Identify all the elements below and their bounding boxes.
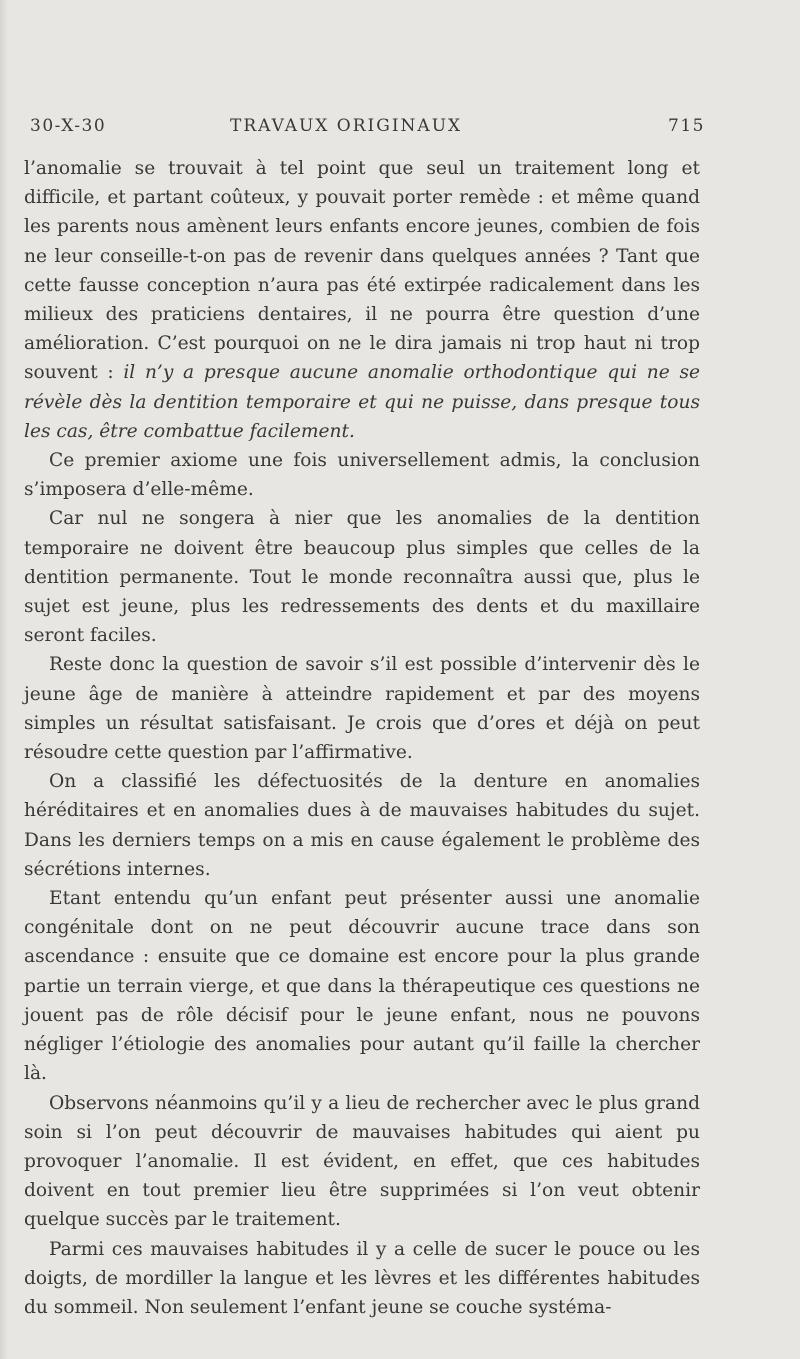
paragraph: Etant entendu qu’un enfant peut présenter aussi une anomalie congénitale dont on ne peut découvrir aucune trace dans son ascendance : ensuite que ce domaine est encore pour la plus grande partie un terrain vierge, et que dans la thérapeutique ces questions ne jouent pas de rôle décisif pour le jeune enfant, nous ne pouvons négliger l’étiologie des anomalies pour autant qu’il faille la chercher là.: [24, 888, 700, 1085]
header-date: 30-X-30: [30, 116, 107, 136]
running-header: [30, 116, 705, 140]
page-number: 715: [668, 116, 705, 136]
header-section-title: TRAVAUX ORIGINAUX: [230, 116, 463, 136]
paragraph-continued: [24, 154, 700, 446]
paragraph: Car nul ne songera à nier que les anomalies de la dentition temporaire ne doivent être beaucoup plus simples que celles de la dentition permanente. Tout le monde reconnaîtra aussi que, plus le sujet est jeune, plus les redressements des dents et du maxillaire seront faciles.: [24, 508, 700, 647]
article-body: [24, 154, 700, 1322]
paragraph: Parmi ces mauvaises habitudes il y a celle de sucer le pouce ou les doigts, de mordiller la langue et les lèvres et les différentes habitudes du sommeil. Non seulement l’enfant jeune se couche systéma-: [24, 1238, 700, 1318]
paragraph: Reste donc la question de savoir s’il est possible d’intervenir dès le jeune âge de manière à atteindre rapidement et par des moyens simples un résultat satisfaisant. Je crois que d’ores et déjà on peut résoudre cette question par l’affirmative.: [24, 654, 700, 764]
emphasized-axiom: il n’y a presque aucune anomalie orthodontique qui ne se révèle dès la dentition temporaire et qui ne puisse, dans presque tous les cas, être combattue facilement.: [24, 362, 700, 442]
paragraph: Ce premier axiome une fois universellement admis, la conclusion s’imposera d’elle-même.: [24, 450, 700, 501]
paragraph-text: l’anomalie se trouvait à tel point que seul un traitement long et difficile, et partant coûteux, y pouvait porter remède : et même quand les parents nous amènent leurs enfants encore jeunes, combien de fois ne leur conseille-t-on pas de revenir dans quelques années ? Tant que cette fausse conception n’aura pas été extirpée radicalement dans les milieux des praticiens dentaires, il ne pourra être question d’une amélioration. C’est pourquoi on ne le dira jamais ni trop haut ni trop souvent :: [24, 158, 700, 384]
paragraph: On a classifié les défectuosités de la denture en anomalies héréditaires et en anomalies dues à de mauvaises habitudes du sujet. Dans les derniers temps on a mis en cause également le problème des sécrétions internes.: [24, 771, 700, 880]
page-spine-shadow: [0, 0, 8, 1359]
paragraph: Observons néanmoins qu’il y a lieu de rechercher avec le plus grand soin si l’on peut découvrir de mauvaises habitudes qui aient pu provoquer l’anomalie. Il est évident, en effet, que ces habitudes doivent en tout premier lieu être supprimées si l’on veut obtenir quelque succès par le traitement.: [24, 1092, 700, 1231]
